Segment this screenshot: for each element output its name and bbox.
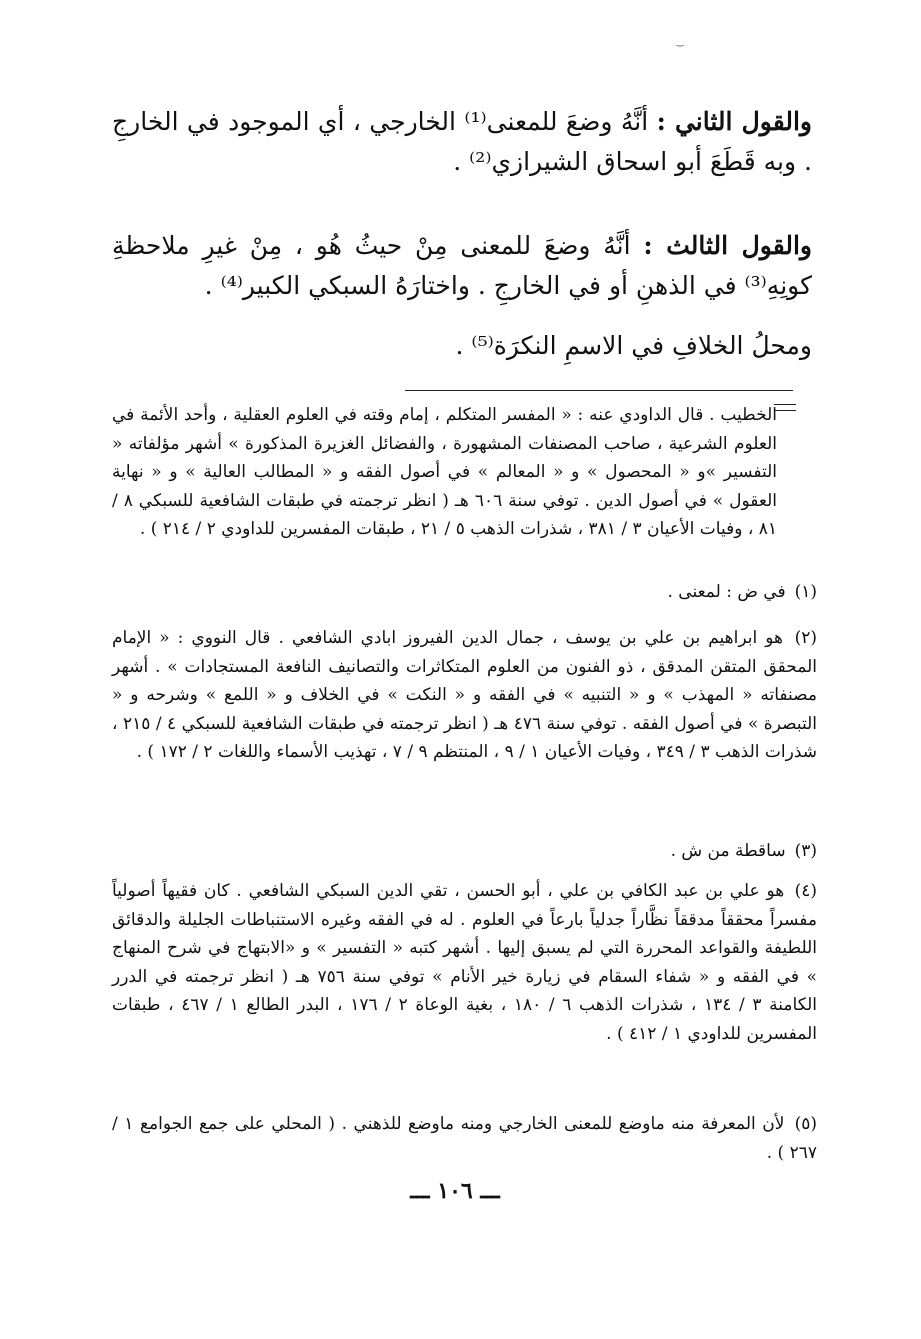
footnote-4 bbox=[112, 877, 817, 1048]
footnote-1 bbox=[112, 578, 817, 607]
footnote-3 bbox=[112, 837, 817, 866]
footnote-number: (٢) bbox=[794, 628, 818, 648]
paragraph-text: ومحلُ الخلافِ في الاسمِ النكرَة⁽⁵⁾ . bbox=[455, 331, 812, 360]
page-number: ـــ ١٠٦ ـــ bbox=[410, 1178, 500, 1204]
paragraph-second-opinion bbox=[112, 102, 812, 182]
footnote-5 bbox=[112, 1110, 817, 1167]
footnote-number: (٥) bbox=[794, 1114, 817, 1134]
paragraph-text: أنَّهُ وضعَ للمعنى⁽¹⁾ الخارجي ، أي الموجود في الخارجِ . وبه قَطَعَ أبو اسحاق الشيرازي⁽²⁾ . bbox=[112, 107, 812, 176]
paragraph-third-opinion bbox=[112, 226, 812, 306]
footnote-continuation: الخطيب . قال الداودي عنه : « المفسر المتكلم ، إمام وقته في العلوم العقلية ، وأحد الأئمة في العلوم الشرعية ، صاحب المصنفات المشهورة ، والفضائل الغزيرة المذكورة » أشهر مؤلفاته « التفسير »و « المحصول » و « المعالم » في أصول الفقه و « المطالب العالية » و « نهاية العقول » في أصول الدين . توفي سنة ٦٠٦ هـ ( انظر ترجمته في طبقات الشافعية للسبكي ٨ / ٨١ ، وفيات الأعيان ٣ / ٣٨١ ، شذرات الذهب ٥ / ٢١ ، طبقات المفسرين للداودي ٢ / ٢١٤ ) . bbox=[112, 405, 777, 539]
footnote-text: في ض : لمعنى . bbox=[667, 582, 786, 602]
scan-speck: ‿ bbox=[676, 36, 685, 47]
footnote-text: ساقطة من ش . bbox=[670, 841, 786, 861]
footnote-text: هو ابراهيم بن علي بن يوسف ، جمال الدين الفيروز ابادي الشافعي . قال النووي : « الإمام المحقق المتقن المدقق ، ذو الفنون من العلوم المتكاثرات والتصانيف النافعة المستجادات » . أشهر مصنفاته « المهذب » و « التنبيه » في الفقه و « النكت » في الخلاف و « اللمع » وشرحه و « التبصرة » في أصول الفقه . توفي سنة ٤٧٦ هـ ( انظر ترجمته في طبقات الشافعية للسبكي ٤ / ٢١٥ ، شذرات الذهب ٣ / ٣٤٩ ، وفيات الأعيان ١ / ٩ ، المنتظم ٩ / ٧ ، تهذيب الأسماء واللغات ٢ / ١٧٢ ) . bbox=[112, 628, 817, 762]
footnote-2 bbox=[112, 624, 817, 767]
footnote-separator bbox=[405, 390, 793, 391]
paragraph-label: والقول الثاني : bbox=[656, 107, 812, 136]
paragraph-text: أنَّهُ وضعَ للمعنى مِنْ حيثُ هُو ، مِنْ غيرِ ملاحظةِ كونِهِ⁽³⁾ في الذهنِ أو في الخارجِ . واختارَهُ السبكي الكبير⁽⁴⁾ . bbox=[112, 231, 812, 300]
footnote-text: لأن المعرفة منه ماوضع للمعنى الخارجي ومنه ماوضع للذهني . ( المحلي على جمع الجوامع ١ / ٢٦٧ ) . bbox=[112, 1114, 817, 1163]
footnote-text: هو علي بن عبد الكافي بن علي ، أبو الحسن ، تقي الدين السبكي الشافعي . كان فقيهاً أصولياً مفسراً محققاً مدققاً نظَّاراً جدلياً بارعاً في العلوم . له في الفقه وغيره الاستنباطات الجليلة والدقائق اللطيفة والقواعد المحررة التي لم يسبق إليها . أشهر كتبه « التفسير » و «الابتهاج في شرح المنهاج » في الفقه و « شفاء السقام في زيارة خير الأنام » توفي سنة ٧٥٦ هـ ( انظر ترجمته في الدرر الكامنة ٣ / ١٣٤ ، شذرات الذهب ٦ / ١٨٠ ، بغية الوعاة ٢ / ١٧٦ ، البدر الطالع ١ / ٤٦٧ ، طبقات المفسرين للداودي ١ / ٤١٢ ) . bbox=[112, 881, 818, 1044]
paragraph-label: والقول الثالث : bbox=[643, 231, 813, 260]
footnote-number: (٣) bbox=[794, 841, 817, 861]
footnote-number: (٤) bbox=[794, 881, 817, 901]
footnote-number: (١) bbox=[794, 582, 817, 602]
paragraph-dispute-scope bbox=[112, 326, 882, 366]
